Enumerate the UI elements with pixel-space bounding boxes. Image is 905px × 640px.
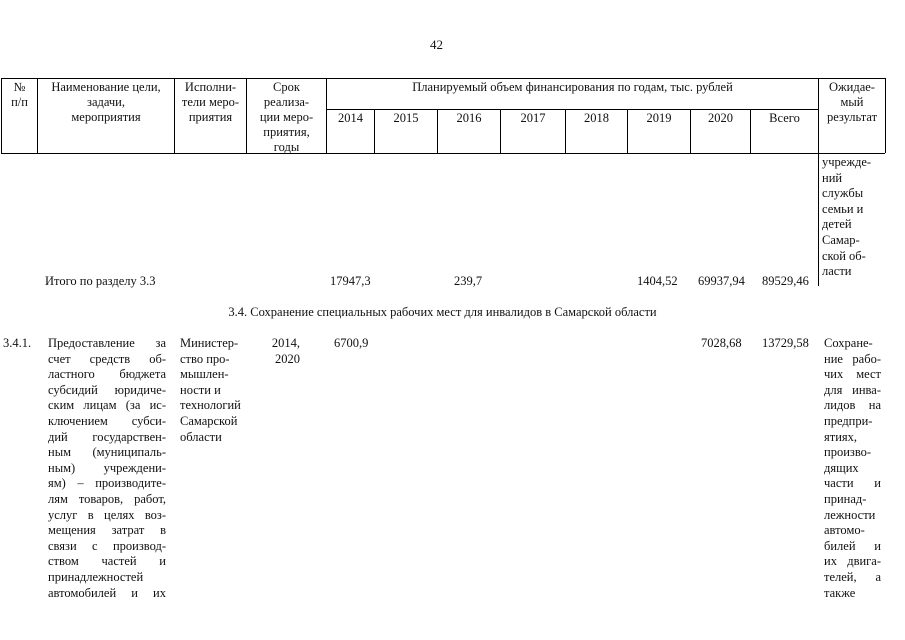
header-year: Всего: [769, 111, 800, 125]
header-funding: Планируемый объем финансирования по годам, тыс. рублей: [412, 80, 733, 94]
row-name-line: принадлежностей: [48, 569, 144, 584]
row-name-line: ным (муниципаль-: [48, 445, 166, 460]
subtotal-label: Итого по разделу 3.3: [45, 274, 156, 288]
row-executor-line: ство про-: [180, 351, 230, 366]
header-executor: [175, 80, 246, 125]
row-name-line: субсидий юридиче-: [48, 382, 166, 397]
continued-result-line: службы: [822, 186, 864, 201]
subtotal-total: 89529,46: [762, 274, 809, 288]
row-term-line: 2020: [275, 351, 300, 366]
row-name-line: ством частей и: [48, 554, 166, 569]
row-name-line: дий государствен-: [48, 429, 166, 444]
row-name: [48, 336, 166, 601]
row-term: [250, 336, 300, 367]
row-name-line: ским лицам (за ис-: [48, 398, 166, 413]
row-result-line: билей и: [824, 538, 881, 553]
row-result-line: лидов на: [824, 398, 881, 413]
header-term: [247, 80, 326, 155]
continued-result: [822, 155, 882, 280]
row-executor-line: области: [180, 429, 222, 444]
subtotal-2020: 69937,94: [698, 274, 745, 288]
row-result-line: для инва-: [824, 382, 881, 397]
row-result-line: Сохране-: [824, 336, 873, 350]
row-result-line: автомо-: [824, 523, 865, 538]
header-result: [819, 80, 885, 125]
header-year: 2015: [393, 111, 419, 125]
subtotal-2019: 1404,52: [637, 274, 678, 288]
header-executor-line: приятия: [188, 110, 233, 124]
continued-result-line: детей: [822, 217, 852, 232]
row-name-line: связи с производ-: [48, 538, 166, 553]
header-year: 2018: [584, 111, 609, 125]
header-term-line: годы: [273, 140, 300, 154]
header-term-line: приятия,: [263, 125, 310, 139]
continued-result-line: ской об-: [822, 248, 866, 263]
row-result-line: части и: [824, 476, 881, 491]
subtotal-2016: 239,7: [454, 274, 483, 288]
header-num-line: №: [13, 80, 26, 94]
row-name-line: счет средств об-: [48, 351, 166, 366]
row-name-line: автомобилей и их: [48, 585, 166, 600]
continued-result-line: ласти: [822, 264, 852, 279]
row-result-line: их двига-: [824, 554, 881, 569]
row-name-line: ям) – производите-: [48, 476, 166, 491]
header-term-line: Срок: [273, 80, 300, 94]
row-result-line: произво-: [824, 445, 872, 460]
continued-result-line: ний: [822, 170, 843, 185]
row-total: 13729,58: [762, 336, 809, 350]
row-executor-line: технологий: [180, 398, 241, 413]
continued-result-line: Самар-: [822, 232, 860, 247]
header-name-line: мероприятия: [71, 110, 141, 124]
header-name-line: задачи,: [87, 95, 125, 109]
continued-result-line: семьи и: [822, 201, 864, 216]
header-year: 2019: [646, 111, 672, 125]
row-result-line: чих мест: [824, 367, 881, 382]
row-2014: 6700,9: [334, 336, 369, 350]
row-result: [824, 336, 881, 601]
header-year: 2014: [338, 111, 363, 125]
section-title: 3.4. Сохранение специальных рабочих мест для инвалидов в Самарской области: [228, 305, 657, 319]
page-number: 42: [430, 37, 443, 52]
row-executor: [180, 336, 246, 445]
row-result-line: ятиях,: [824, 429, 858, 444]
row-executor-line: Самарской: [180, 413, 238, 428]
row-name-line: Предоставление за: [48, 336, 166, 350]
row-executor-line: мышлен-: [180, 367, 229, 382]
header-result-line: Ожидае-: [829, 80, 875, 94]
row-result-line: телей, а: [824, 569, 881, 584]
header-result-line: мый: [840, 95, 864, 109]
row-name-line: услуг в целях воз-: [48, 507, 166, 522]
row-result-line: принад-: [824, 491, 867, 506]
header-year: 2016: [456, 111, 482, 125]
row-result-line: дящих: [824, 460, 859, 475]
row-2020: 7028,68: [701, 336, 742, 350]
row-name-line: ластного бюджета: [48, 367, 166, 382]
header-term-line: реализа-: [263, 95, 310, 109]
row-name-line: ключением субси-: [48, 413, 166, 428]
header-year: 2017: [520, 111, 546, 125]
header-executor-line: Исполни-: [184, 80, 237, 94]
header-term-line: ции меро-: [259, 110, 314, 124]
row-result-line: ние рабо-: [824, 351, 881, 366]
row-name-line: ным) учреждени-: [48, 460, 166, 475]
row-executor-line: Министер-: [180, 336, 239, 350]
row-result-line: лежности: [824, 507, 876, 522]
header-name-line: Наименование цели,: [51, 80, 161, 94]
row-result-line: также: [824, 585, 856, 600]
header-year: 2020: [708, 111, 733, 125]
header-num-line: п/п: [11, 95, 28, 109]
row-term-line: 2014,: [271, 336, 300, 350]
row-name-line: лям товаров, работ,: [48, 491, 166, 506]
header-num: [2, 80, 37, 110]
header-name: [38, 80, 174, 125]
row-result-line: предпри-: [824, 413, 873, 428]
header-result-line: результат: [826, 110, 878, 124]
row-executor-line: ности и: [180, 382, 221, 397]
header-executor-line: тели меро-: [181, 95, 240, 109]
row-name-line: мещения затрат в: [48, 523, 166, 538]
subtotal-2014: 17947,3: [330, 274, 371, 288]
continued-result-line: учрежде-: [822, 155, 872, 169]
row-number: 3.4.1.: [3, 336, 32, 350]
